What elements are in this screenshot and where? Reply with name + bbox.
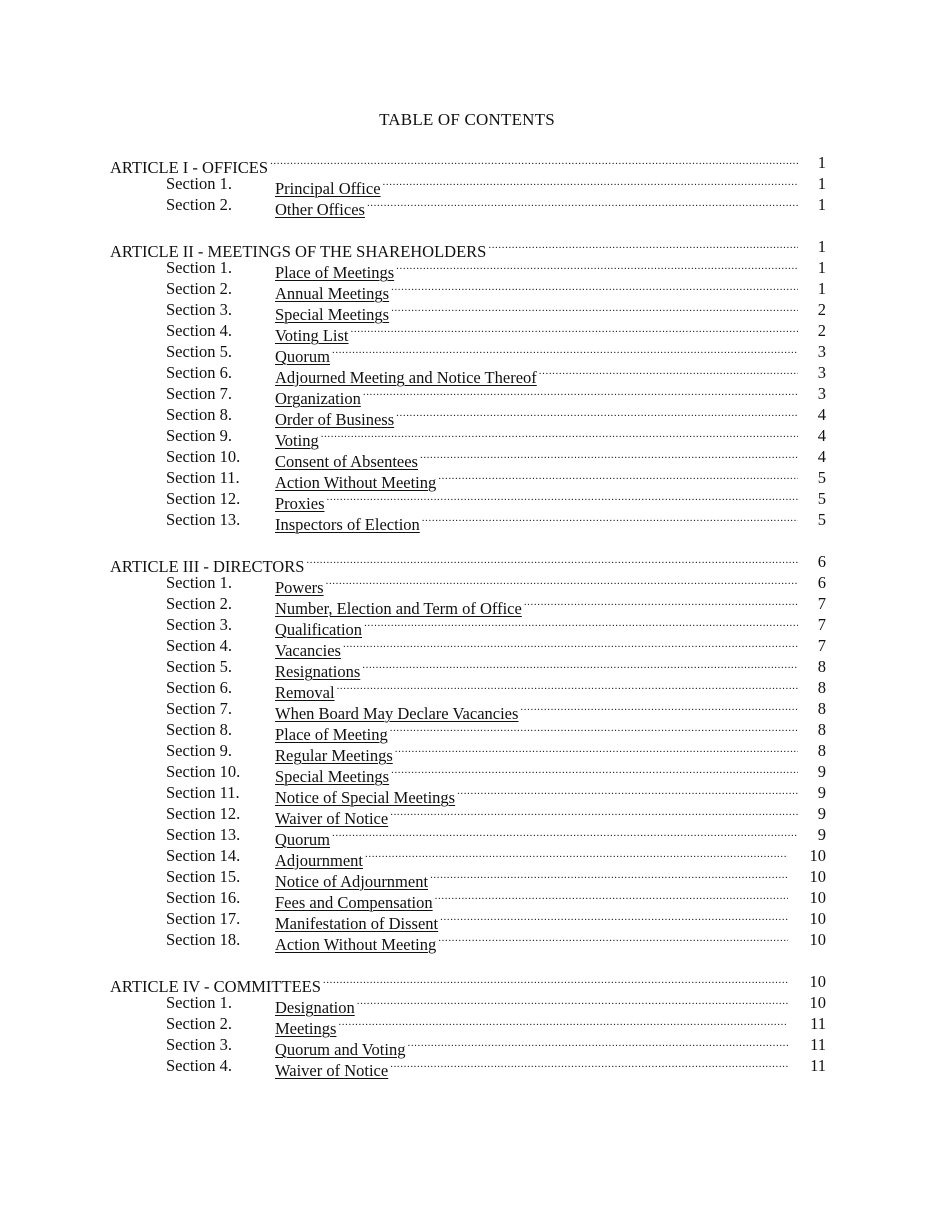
section-label: Section 3. [166, 300, 232, 319]
dot-leader [396, 257, 798, 278]
page-number: 3 [817, 363, 826, 382]
dot-leader [332, 824, 798, 845]
toc-article-entry[interactable] [110, 971, 828, 996]
toc-section-entry[interactable] [110, 320, 828, 345]
section-label: Section 1. [166, 993, 232, 1012]
article-heading[interactable]: ARTICLE IV - COMMITTEES [110, 977, 321, 996]
page-number: 11 [810, 1056, 826, 1075]
section-title-link[interactable]: Principal Office [275, 179, 381, 198]
dot-leader [383, 173, 798, 194]
page-number: 10 [809, 993, 826, 1012]
toc-section-entry[interactable] [110, 761, 828, 786]
section-label: Section 16. [166, 888, 241, 907]
toc-section-entry[interactable] [110, 362, 828, 387]
toc-section-entry[interactable] [110, 824, 828, 849]
dot-leader [332, 341, 798, 362]
toc-section-entry[interactable] [110, 929, 828, 954]
dot-leader [338, 1013, 788, 1034]
section-title-link[interactable]: Proxies [275, 494, 325, 513]
page-number: 9 [817, 783, 826, 802]
section-label: Section 7. [166, 699, 232, 718]
section-title-link[interactable]: Place of Meetings [275, 263, 395, 282]
toc-article-entry[interactable] [110, 152, 828, 177]
section-title-link[interactable]: Special Meetings [275, 305, 390, 324]
dot-leader [422, 509, 798, 530]
page-number: 8 [817, 678, 826, 697]
page-number: 7 [817, 594, 826, 613]
page-number: 1 [817, 153, 826, 172]
page-number: 8 [817, 720, 826, 739]
toc-section-entry[interactable] [110, 404, 828, 429]
section-label: Section 2. [166, 279, 232, 298]
article-heading[interactable]: ARTICLE II - MEETINGS OF THE SHAREHOLDERS [110, 242, 487, 261]
dot-leader [362, 656, 798, 677]
dot-leader [390, 719, 798, 740]
section-label: Section 9. [166, 426, 232, 445]
toc-section-entry[interactable] [110, 803, 828, 828]
section-title-link[interactable]: Resignations [275, 662, 361, 681]
dot-leader [323, 971, 788, 992]
section-label: Section 12. [166, 489, 241, 508]
section-label: Section 6. [166, 678, 232, 697]
section-label: Section 2. [166, 195, 232, 214]
page-number: 1 [817, 237, 826, 256]
toc-article-entry[interactable] [110, 236, 828, 261]
section-label: Section 13. [166, 510, 241, 529]
page-number: 3 [817, 342, 826, 361]
section-lead [275, 194, 798, 220]
section-label: Section 14. [166, 846, 241, 865]
section-title-link[interactable]: Special Meetings [275, 767, 390, 786]
toc-section-entry[interactable] [110, 992, 828, 1017]
dot-leader [438, 467, 798, 488]
dot-leader [396, 404, 798, 425]
section-title-link[interactable]: Consent of Absentees [275, 452, 418, 471]
dot-leader [337, 677, 798, 698]
toc-section-entry[interactable] [110, 1034, 828, 1059]
section-title-link[interactable]: Other Offices [275, 200, 365, 219]
page-number: 10 [809, 972, 826, 991]
section-title-link[interactable]: Voting List [275, 326, 349, 345]
section-title-link[interactable]: Notice of Special Meetings [275, 788, 456, 807]
section-label: Section 2. [166, 594, 232, 613]
toc-section-entry[interactable] [110, 1055, 828, 1080]
page-number: 3 [817, 384, 826, 403]
dot-leader [270, 152, 798, 173]
dot-leader [407, 1034, 788, 1055]
section-label: Section 4. [166, 321, 232, 340]
section-title-link[interactable]: Organization [275, 389, 361, 408]
section-label: Section 13. [166, 825, 241, 844]
section-title-link[interactable]: Powers [275, 578, 324, 597]
toc-section-entry[interactable] [110, 299, 828, 324]
section-label: Section 5. [166, 657, 232, 676]
section-label: Section 12. [166, 804, 241, 823]
section-title-link[interactable]: Meetings [275, 1019, 337, 1038]
page-number: 11 [810, 1035, 826, 1054]
page-number: 10 [809, 909, 826, 928]
section-title-link[interactable]: Fees and Compensation [275, 893, 433, 912]
dot-leader [364, 614, 798, 635]
section-label: Section 15. [166, 867, 241, 886]
dot-leader [488, 236, 798, 257]
dot-leader [430, 866, 788, 887]
toc-section-entry[interactable] [110, 425, 828, 450]
section-label: Section 10. [166, 447, 241, 466]
toc-section-entry[interactable] [110, 677, 828, 702]
section-label: Section 1. [166, 174, 232, 193]
section-label: Section 18. [166, 930, 241, 949]
toc-section-entry[interactable] [110, 845, 828, 870]
toc-section-entry[interactable] [110, 572, 828, 597]
toc-section-entry[interactable] [110, 593, 828, 618]
dot-leader [438, 929, 788, 950]
section-title-link[interactable]: Annual Meetings [275, 284, 390, 303]
section-title-link[interactable]: When Board May Declare Vacancies [275, 704, 519, 723]
toc-section-entry[interactable] [110, 488, 828, 513]
page-number: 9 [817, 825, 826, 844]
section-title-link[interactable]: Adjourned Meeting and Notice Thereof [275, 368, 537, 387]
toc-section-entry[interactable] [110, 173, 828, 198]
toc-section-entry[interactable] [110, 467, 828, 492]
dot-leader [440, 908, 788, 929]
dot-leader [391, 278, 798, 299]
dot-leader [357, 992, 788, 1013]
page-number: 1 [817, 279, 826, 298]
toc-section-entry[interactable] [110, 698, 828, 723]
section-label: Section 1. [166, 573, 232, 592]
section-title-link[interactable]: Designation [275, 998, 355, 1017]
section-title-link[interactable]: Notice of Adjournment [275, 872, 429, 891]
page-number: 6 [817, 552, 826, 571]
page-number: 4 [817, 426, 826, 445]
page-number: 5 [817, 489, 826, 508]
page-number: 10 [809, 888, 826, 907]
toc-section-entry[interactable] [110, 656, 828, 681]
section-label: Section 11. [166, 468, 240, 487]
section-lead [275, 929, 788, 955]
toc-section-entry[interactable] [110, 635, 828, 660]
dot-leader [367, 194, 798, 215]
section-label: Section 17. [166, 909, 241, 928]
section-title-link[interactable]: Quorum [275, 830, 330, 849]
section-label: Section 3. [166, 1035, 232, 1054]
dot-leader [363, 383, 798, 404]
dot-leader [343, 635, 798, 656]
article-heading[interactable]: ARTICLE I - OFFICES [110, 158, 269, 177]
toc-section-entry[interactable] [110, 194, 828, 219]
section-title-link[interactable]: Waiver of Notice [275, 809, 389, 828]
page-number: 8 [817, 741, 826, 760]
page-number: 7 [817, 615, 826, 634]
page-number: 7 [817, 636, 826, 655]
dot-leader [457, 782, 798, 803]
toc-section-entry[interactable] [110, 740, 828, 765]
page-number: 10 [809, 930, 826, 949]
toc-section-entry[interactable] [110, 908, 828, 933]
page-number: 1 [817, 195, 826, 214]
page-number: 2 [817, 300, 826, 319]
section-label: Section 9. [166, 741, 232, 760]
dot-leader [351, 320, 798, 341]
page-number: 1 [817, 258, 826, 277]
page-number: 10 [809, 846, 826, 865]
section-title-link[interactable]: Adjournment [275, 851, 363, 870]
toc-section-entry[interactable] [110, 446, 828, 471]
page-number: 9 [817, 762, 826, 781]
section-label: Section 4. [166, 636, 232, 655]
toc-article-entry[interactable] [110, 551, 828, 576]
dot-leader [390, 803, 798, 824]
section-title-link[interactable]: Regular Meetings [275, 746, 393, 765]
page-number: 1 [817, 174, 826, 193]
page-number: 8 [817, 699, 826, 718]
section-title-link[interactable]: Quorum and Voting [275, 1040, 406, 1059]
section-label: Section 3. [166, 615, 232, 634]
toc-title: TABLE OF CONTENTS [379, 110, 555, 129]
toc-section-entry[interactable] [110, 782, 828, 807]
section-label: Section 4. [166, 1056, 232, 1075]
page-number: 8 [817, 657, 826, 676]
dot-leader [435, 887, 788, 908]
section-lead [275, 1055, 788, 1081]
dot-leader [539, 362, 798, 383]
page-number: 5 [817, 468, 826, 487]
toc-section-entry[interactable] [110, 383, 828, 408]
section-label: Section 6. [166, 363, 232, 382]
dot-leader [395, 740, 798, 761]
dot-leader [327, 488, 799, 509]
dot-leader [391, 299, 798, 320]
section-label: Section 5. [166, 342, 232, 361]
toc-section-entry[interactable] [110, 887, 828, 912]
toc-section-entry[interactable] [110, 614, 828, 639]
dot-leader [326, 572, 798, 593]
dot-leader [390, 1055, 788, 1076]
section-title-link[interactable]: Place of Meeting [275, 725, 388, 744]
dot-leader [306, 551, 798, 572]
toc-section-entry[interactable] [110, 341, 828, 366]
dot-leader [520, 698, 798, 719]
section-label: Section 2. [166, 1014, 232, 1033]
section-lead [275, 509, 798, 535]
page-number: 4 [817, 405, 826, 424]
toc-section-entry[interactable] [110, 866, 828, 891]
section-label: Section 10. [166, 762, 241, 781]
dot-leader [391, 761, 798, 782]
section-title-link[interactable]: Manifestation of Dissent [275, 914, 439, 933]
section-title-link[interactable]: Action Without Meeting [275, 473, 437, 492]
table-of-contents [110, 152, 828, 1080]
section-title-link[interactable]: Inspectors of Election [275, 515, 420, 534]
section-label: Section 7. [166, 384, 232, 403]
section-label: Section 1. [166, 258, 232, 277]
section-title-link[interactable]: Voting [275, 431, 319, 450]
section-label: Section 8. [166, 405, 232, 424]
section-title-link[interactable]: Vacancies [275, 641, 341, 660]
article-heading[interactable]: ARTICLE III - DIRECTORS [110, 557, 305, 576]
toc-section-entry[interactable] [110, 719, 828, 744]
section-label: Section 11. [166, 783, 240, 802]
section-label: Section 8. [166, 720, 232, 739]
section-title-link[interactable]: Waiver of Notice [275, 1061, 389, 1080]
section-title-link[interactable]: Number, Election and Term of Office [275, 599, 522, 618]
section-title-link[interactable]: Removal [275, 683, 335, 702]
page-number: 10 [809, 867, 826, 886]
section-title-link[interactable]: Qualification [275, 620, 363, 639]
section-title-link[interactable]: Quorum [275, 347, 330, 366]
toc-section-entry[interactable] [110, 1013, 828, 1038]
page-number: 11 [810, 1014, 826, 1033]
page-number: 5 [817, 510, 826, 529]
section-title-link[interactable]: Action Without Meeting [275, 935, 437, 954]
dot-leader [524, 593, 798, 614]
page-number: 4 [817, 447, 826, 466]
dot-leader [365, 845, 788, 866]
toc-section-entry[interactable] [110, 509, 828, 534]
toc-section-entry[interactable] [110, 278, 828, 303]
page-number: 6 [817, 573, 826, 592]
section-title-link[interactable]: Order of Business [275, 410, 395, 429]
page-number: 2 [817, 321, 826, 340]
dot-leader [321, 425, 798, 446]
toc-section-entry[interactable] [110, 257, 828, 282]
page-number: 9 [817, 804, 826, 823]
dot-leader [420, 446, 798, 467]
